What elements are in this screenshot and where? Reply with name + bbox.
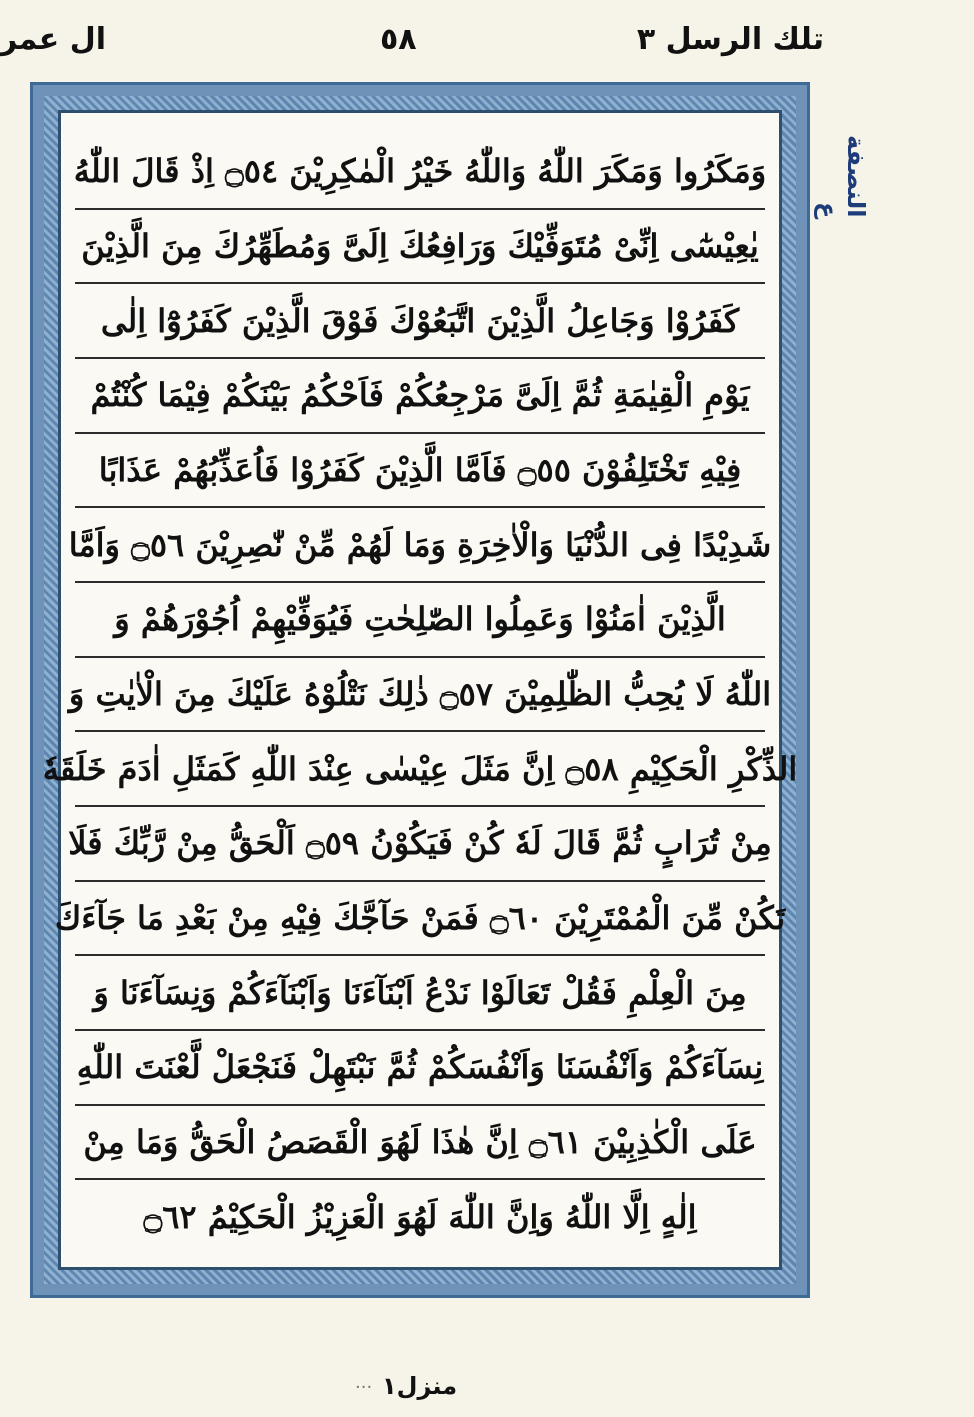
text-line-10: مِنْ تُرَابٍ ثُمَّ قَالَ لَهٗ كُنْ فَيَكُوْنُ ۝٥٩ اَلْحَقُّ مِنْ رَّبِّكَ فَلَا [75,807,765,882]
page-header [0,0,974,80]
juz-name: تلك الرسل ٣ [636,22,824,57]
footer-dots: ... [355,1372,373,1393]
text-block [42,110,798,1270]
text-line-3: كَفَرُوْا وَجَاعِلُ الَّذِيْنَ اتَّبَعُوْكَ فَوْقَ الَّذِيْنَ كَفَرُوْٓا اِلٰى [75,284,765,359]
text-line-4: يَوْمِ الْقِيٰمَةِ ثُمَّ اِلَىَّ مَرْجِعُكُمْ فَاَحْكُمُ بَيْنَكُمْ فِيْمَا كُنْتُمْ [75,359,765,434]
text-line-1: وَمَكَرُوا وَمَكَرَ اللّٰهُ وَاللّٰهُ خَيْرُ الْمٰكِرِيْنَ ۝٥٤ اِذْ قَالَ اللّٰهُ [75,135,765,210]
page-number: ٥٨ [380,22,417,57]
text-line-14: عَلَى الْكٰذِبِيْنَ ۝٦١ اِنَّ هٰذَا لَهُوَ الْقَصَصُ الْحَقُّ وَمَا مِنْ [75,1106,765,1181]
text-line-2: يٰعِيْسٰٓى اِنِّىْ مُتَوَفِّيْكَ وَرَافِعُكَ اِلَىَّ وَمُطَهِّرُكَ مِنَ الَّذِيْنَ [75,210,765,285]
text-line-8: اللّٰهُ لَا يُحِبُّ الظّٰلِمِيْنَ ۝٥٧ ذٰلِكَ نَتْلُوْهُ عَلَيْكَ مِنَ الْاٰيٰتِ وَ [75,658,765,733]
text-line-15: اِلٰهٍ اِلَّا اللّٰهُ وَاِنَّ اللّٰهَ لَهُوَ الْعَزِيْزُ الْحَكِيْمُ ۝٦٢ [143,1197,697,1236]
text-line-7: الَّذِيْنَ اٰمَنُوْا وَعَمِلُوا الصّٰلِحٰتِ فَيُوَفِّيْهِمْ اُجُوْرَهُمْ وَ [75,583,765,658]
text-line-6: شَدِيْدًا فِى الدُّنْيَا وَالْاٰخِرَةِ وَمَا لَهُمْ مِّنْ نّٰصِرِيْنَ ۝٥٦ وَاَمَّا [75,508,765,583]
page-footer [0,1370,974,1417]
ornamental-border [30,82,810,1298]
text-line-9: الذِّكْرِ الْحَكِيْمِ ۝٥٨ اِنَّ مَثَلَ عِيْسٰى عِنْدَ اللّٰهِ كَمَثَلِ اٰدَمَ خَلَقَهٗ [75,732,765,807]
text-line-5: فِيْهِ تَخْتَلِفُوْنَ ۝٥٥ فَاَمَّا الَّذِيْنَ كَفَرُوْا فَاُعَذِّبُهُمْ عَذَابًا [75,434,765,509]
text-line-13: نِسَآءَكُمْ وَاَنْفُسَنَا وَاَنْفُسَكُمْ ثُمَّ نَبْتَهِلْ فَنَجْعَلْ لَّعْنَتَ اللّٰهِ [75,1031,765,1106]
margin-note: النصفة ع [814,135,870,218]
text-line-11: تَكُنْ مِّنَ الْمُمْتَرِيْنَ ۝٦٠ فَمَنْ حَآجَّكَ فِيْهِ مِنْ بَعْدِ مَا جَآءَكَ [75,882,765,957]
text-line-12: مِنَ الْعِلْمِ فَقُلْ تَعَالَوْا نَدْعُ اَبْنَآءَنَا وَاَبْنَآءَكُمْ وَنِسَآءَنَا وَ [75,956,765,1031]
surah-name: ال عمر [0,22,107,57]
manzil-label: منزل١ [382,1372,458,1400]
